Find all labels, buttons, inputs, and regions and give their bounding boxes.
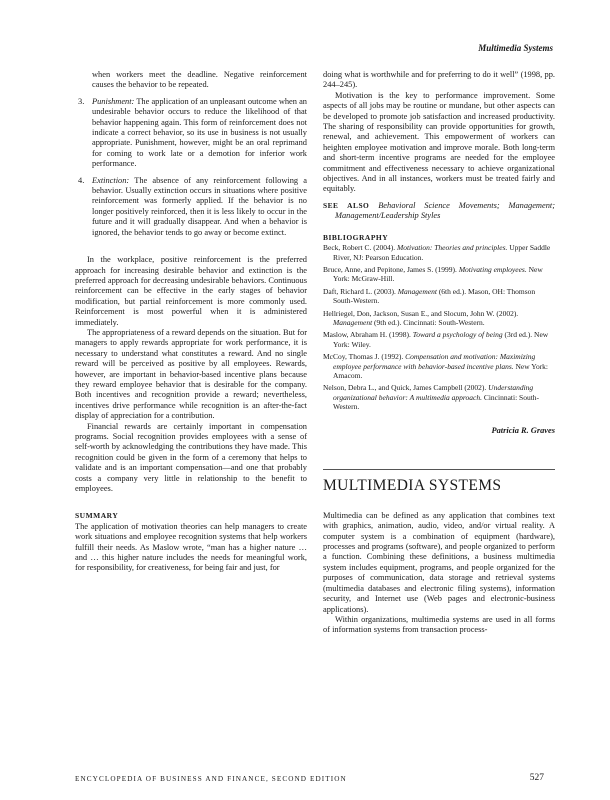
see-also (323, 201, 555, 222)
body-paragraph: Motivation is the key to performance improvement. Some aspects of all jobs may be routine or mundane, but other aspects can be developed to promote job satisfaction and increased productivity. The sharing of responsibility can provide opportunities for growth, renewal, and achievement. This empowerment of workers can heighten employee motivation and improve morale. Both long-term and short-term incentive programs are needed for the employee commitment and effectiveness necessary to achieve organizational objectives. And in all instances, workers must be treated fairly and equitably. (323, 90, 555, 194)
bibliography-entry: Bruce, Anne, and Pepitone, James S. (1999). Motivating employees. New York: McGraw-Hill. (323, 264, 543, 284)
bibliography-entry: Maslow, Abraham H. (1998). Toward a psychology of being (3rd ed.). New York: Wiley. (323, 330, 549, 349)
list-item-term: Punishment: (92, 96, 135, 106)
bibliography-entry: Daft, Richard L. (2003). Management (6th ed.). Mason, OH: Thomson South-Western. (323, 286, 536, 306)
list-item (75, 97, 307, 170)
list-item-text: The absence of any reinforcement following a behavior. Usually extinction occurs in situations where positive reinforcement was formerly applied. If the behavior is no longer positively reinforced, then it is less likely to occur in the future and it will gradually disappear. And when a behavior is ignored, the behavior tends to go away or become extinct. (92, 175, 307, 237)
list-continuation: when workers meet the deadline. Negative reinforcement causes the behavior to be repeated. (92, 70, 307, 90)
list-item-term: Extinction: (92, 175, 130, 185)
summary-paragraph: The application of motivation theories can help managers to create work situations and employee recognition systems that help workers fulfill their needs. As Maslow wrote, “man has a higher nature … and … this higher nature includes the needs for meaningful work, for responsibility, for creativeness, for being fair and just, for (75, 521, 307, 573)
see-also-label: SEE ALSO (323, 200, 370, 210)
summary-heading: SUMMARY (75, 511, 119, 521)
bibliography-heading: BIBLIOGRAPHY (323, 232, 389, 242)
body-paragraph: In the workplace, positive reinforcement is the preferred approach for increasing desirable behavior and extinction is the preferred approach for decreasing undesirable behaviors. Continuous reinforcement can be effective in the early stages of behavior modification, but partial reinforcement is more commonly used. Reinforcement is most powerful when it is administered immediately. (75, 255, 307, 327)
footer-book-title: ENCYCLOPEDIA OF BUSINESS AND FINANCE, SECOND EDITION (75, 775, 347, 783)
list-item-number: 4. (78, 175, 85, 185)
left-column (75, 70, 307, 574)
bibliography-list (323, 243, 555, 412)
reinforcement-list (75, 97, 307, 238)
running-head: Multimedia Systems (478, 43, 553, 53)
quote-continuation: doing what is worthwhile and for preferring to do it well” (1998, pp. 244–245). (323, 70, 555, 90)
author-signature: Patricia R. Graves (491, 425, 555, 435)
right-column (323, 70, 555, 636)
see-also-links[interactable]: Behavioral Science Movements; Management; Management/Leadership Styles (335, 200, 555, 221)
body-paragraph: Multimedia can be defined as any application that combines text with graphics, animation, audio, video, and/or virtual reality. A computer system is a combination of equipment (hardware), processes and programs (software), and people organized to perform a function. Combining these definitions, a business multimedia system includes equipment, programs, and people organized for the purposes of communication, data storage and retrieval systems (multimedia databases and electronic filing systems), information security, and Internet use (Web pages and electronic-business applications). (323, 510, 555, 614)
body-paragraph: Financial rewards are certainly important in compensation programs. Social recognition provides employees with a sense of self-worth by acknowledging the contributions they have made. This recognition could be given in the form of a ceremony that helps to validate and is an important compensation—and one that probably costs a company very little in relationship to the benefit to employees. (75, 421, 307, 494)
body-paragraph: The appropriateness of a reward depends on the situation. But for managers to apply rewards appropriate for work performance, it is necessary to understand what constitutes a reward. And no single reward will be perceived as positive by all employees. Rewards, however, are important in behavior-based incentive plans because they reward employee behavior that is desirable for the company. Both incentives and recognition provide a reward; nevertheless, incentives drive performance while recognition is an after-the-fact display of appreciation for a contribution. (75, 327, 307, 421)
list-item-text: The application of an unpleasant outcome when an undesirable behavior occurs to reduce the likelihood of that behavior happening again. This form of reinforcement does not indicate a correct behavior, so its use in business is not usually appropriate. Punishment, however, might be an oral reprimand for coming to work late or a demotion for inferior work performance. (92, 96, 307, 169)
list-item (75, 176, 307, 238)
bibliography-entry: Nelson, Debra L., and Quick, James Campbell (2002). Understanding organizational behavior: A multimedia approach. Cincinnati: South-Western. (323, 383, 540, 412)
bibliography-entry: McCoy, Thomas J. (1992). Compensation and motivation: Maximizing employee performance with behavior-based incentive plans. New York: Amacom. (323, 352, 549, 380)
page-number: 527 (529, 773, 544, 783)
body-paragraph: Within organizations, multimedia systems are used in all forms of information systems from transaction process- (323, 614, 555, 635)
bibliography-entry: Beck, Robert C. (2004). Motivation: Theories and principles. Upper Saddle River, NJ: Pearson Education. (323, 243, 551, 262)
section-title: MULTIMEDIA SYSTEMS (323, 469, 555, 495)
list-item-number: 3. (78, 96, 85, 106)
bibliography-entry: Hellriegel, Don, Jackson, Susan E., and Slocum, John W. (2002). Management (9th ed.). Cincinnati: South-Western. (323, 308, 519, 327)
